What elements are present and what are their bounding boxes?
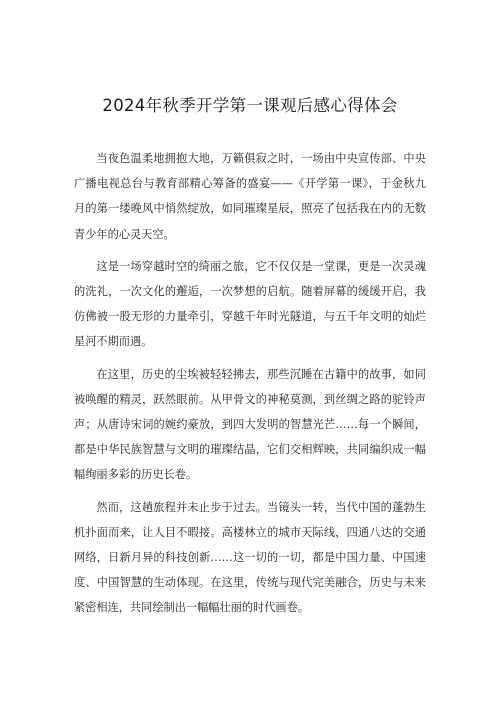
paragraph-4: 然而，这趟旅程并未止步于过去。当镜头一转，当代中国的蓬勃生机扑面而来，让人目不暇接。高楼林立的城市天际线，四通八达的交通网络，日新月异的科技创新……这一切的一切，都是中国力量、中国速度、中国智慧的生动体现。在这里，传统与现代完美融合，历史与未来紧密相连，共同绘制出一幅幅壮丽的时代画卷。 <box>74 500 426 615</box>
document-title: 2024年秋季开学第一课观后感心得体会 <box>102 96 398 115</box>
paragraph-1: 当夜色温柔地拥抱大地，万籁俱寂之时，一场由中央宣传部、中央广播电视总台与教育部精心筹备的盛宴——《开学第一课》，于金秋九月的第一缕晚风中悄然绽放，如同璀璨星辰，照亮了包括我在内的无数青少年的心灵天空。 <box>74 152 426 241</box>
paragraph-2: 这是一场穿越时空的绮丽之旅，它不仅仅是一堂课，更是一次灵魂的洗礼，一次文化的邂逅，一次梦想的启航。随着屏幕的缓缓开启，我仿佛被一股无形的力量牵引，穿越千年时光隧道，与五千年文明的灿烂星河不期而遇。 <box>74 259 426 349</box>
paragraph-3: 在这里，历史的尘埃被轻轻拂去，那些沉睡在古籍中的故事，如同被唤醒的精灵，跃然眼前。从甲骨文的神秘莫测，到丝绸之路的驼铃声声；从唐诗宋词的婉约豪放，到四大发明的智慧光芒……每一个瞬间，都是中华民族智慧与文明的璀璨结晶，它们交相辉映，共同编织成一幅幅绚丽多彩的历史长卷。 <box>74 367 426 482</box>
document-body <box>74 146 426 628</box>
